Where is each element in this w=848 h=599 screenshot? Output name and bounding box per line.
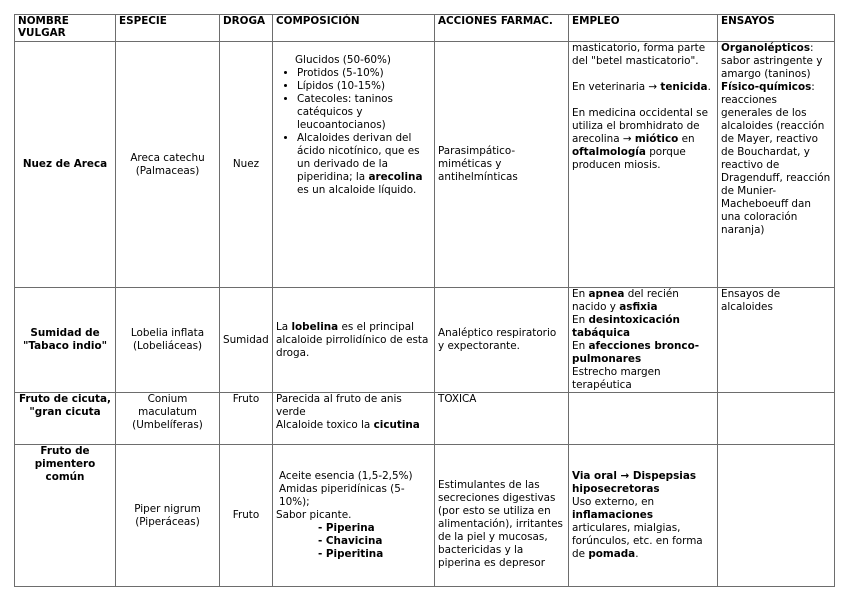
comp-line-1: Parecida al fruto de anis verde — [276, 393, 402, 418]
comp-line-2: Amidas piperidínicas (5-10%); — [279, 483, 405, 508]
header-row — [15, 15, 835, 42]
cell-ensayos — [718, 445, 835, 587]
cell-acciones: Estimulantes de las secreciones digestivas (por esto se utiliza en alimentación), irritantes de la piel y mucosas, bactericidas y la piperina es depresor — [435, 445, 569, 587]
cell-droga: Fruto — [220, 393, 273, 445]
empleo-line-2: En desintoxicación tabáquica — [572, 314, 680, 339]
comp-line-3: Sabor picante. — [276, 509, 352, 521]
header-ensayos: ENSAYOS — [718, 15, 835, 42]
comp-item: • Protidos (5-10%) — [297, 67, 431, 80]
cell-composicion — [273, 393, 435, 445]
cell-especie: Areca catechu (Palmaceas) — [116, 42, 220, 288]
cell-empleo — [569, 42, 718, 288]
pharmacognosy-table — [14, 14, 835, 587]
comp-list — [279, 67, 431, 197]
cell-droga: Sumidad — [220, 288, 273, 393]
header-nombre-vulgar: NOMBRE VULGAR — [15, 15, 116, 42]
cell-empleo — [569, 393, 718, 445]
cell-composicion — [273, 42, 435, 288]
cell-droga: Nuez — [220, 42, 273, 288]
empleo-para-2: En veterinaria → tenicida. — [572, 81, 711, 93]
header-composicion: COMPOSICIÓN — [273, 15, 435, 42]
comp-lead: Glucidos (50-60%) — [295, 54, 391, 66]
cell-empleo — [569, 445, 718, 587]
comp-item: • Alcaloides derivan del ácido nicotínico, que es un derivado de la piperidina; la arecolina es un alcaloide líquido. — [297, 132, 431, 197]
cell-composicion: La lobelina es el principal alcaloide pirrolidínico de esta droga. — [273, 288, 435, 393]
row-fruto-de-cicuta — [15, 393, 835, 445]
empleo-line-4: Estrecho margen terapéutica — [572, 366, 661, 391]
cell-acciones: Parasimpático-miméticas y antihelmínticas — [435, 42, 569, 288]
empleo-para-3: En medicina occidental se utiliza el bromhidrato de arecolina → miótico en oftalmología porque producen miosis. — [572, 107, 708, 171]
header-empleo: EMPLEO — [569, 15, 718, 42]
empleo-oral: Via oral → Dispepsias hiposecretoras — [572, 470, 697, 495]
comp-line-1: Aceite esencia (1,5-2,5%) — [279, 470, 413, 482]
cell-especie: Conium maculatum (Umbelíferas) — [116, 393, 220, 445]
cell-especie: Lobelia inflata (Lobeliáceas) — [116, 288, 220, 393]
empleo-para-1: masticatorio, forma parte del "betel masticatorio". — [572, 42, 706, 67]
cell-acciones: TOXICA — [435, 393, 569, 445]
comp-item: • Catecoles: taninos catéquicos y leucoantocianos) — [297, 93, 431, 132]
cell-ensayos: Ensayos de alcaloides — [718, 288, 835, 393]
cell-droga: Fruto — [220, 445, 273, 587]
cell-acciones: Analéptico respiratorio y expectorante. — [435, 288, 569, 393]
cell-ensayos — [718, 393, 835, 445]
comp-item: • Lípidos (10-15%) — [297, 80, 431, 93]
comp-piperina: - Piperina — [318, 522, 375, 534]
empleo-line-1: En apnea del recién nacido y asfixia — [572, 288, 679, 313]
comp-line-2: Alcaloide toxico la cicutina — [276, 419, 420, 431]
cell-ensayos: Organolépticos: sabor astringente y amargo (taninos) Físico-químicos: reacciones generales de los alcaloides (reacción de Mayer, reactivo de Bouchardat, y reactivo de Dragenduff, reacción de Munier-Macheboeuff dan una coloración naranja) — [718, 42, 835, 288]
cell-especie: Piper nigrum (Piperáceas) — [116, 445, 220, 587]
cell-empleo — [569, 288, 718, 393]
comp-piperitina: - Piperitina — [318, 548, 384, 560]
comp-chavicina: - Chavicina — [318, 535, 383, 547]
header-acciones: ACCIONES FARMAC. — [435, 15, 569, 42]
cell-composicion — [273, 445, 435, 587]
row-fruto-de-pimentero — [15, 445, 835, 587]
header-especie: ESPECIE — [116, 15, 220, 42]
row-sumidad-tabaco-indio — [15, 288, 835, 393]
empleo-externo: Uso externo, en inflamaciones articulares, mialgias, forúnculos, etc. en forma de pomada. — [572, 496, 703, 560]
cell-nombre-vulgar: Sumidad de "Tabaco indio" — [15, 288, 116, 393]
cell-nombre-vulgar: Fruto de cicuta, "gran cicuta — [15, 393, 116, 445]
cell-nombre-vulgar: Fruto de pimentero común — [15, 445, 116, 587]
empleo-line-3: En afecciones bronco-pulmonares — [572, 340, 700, 365]
row-nuez-de-areca — [15, 42, 835, 288]
header-droga: DROGA — [220, 15, 273, 42]
cell-nombre-vulgar: Nuez de Areca — [15, 42, 116, 288]
